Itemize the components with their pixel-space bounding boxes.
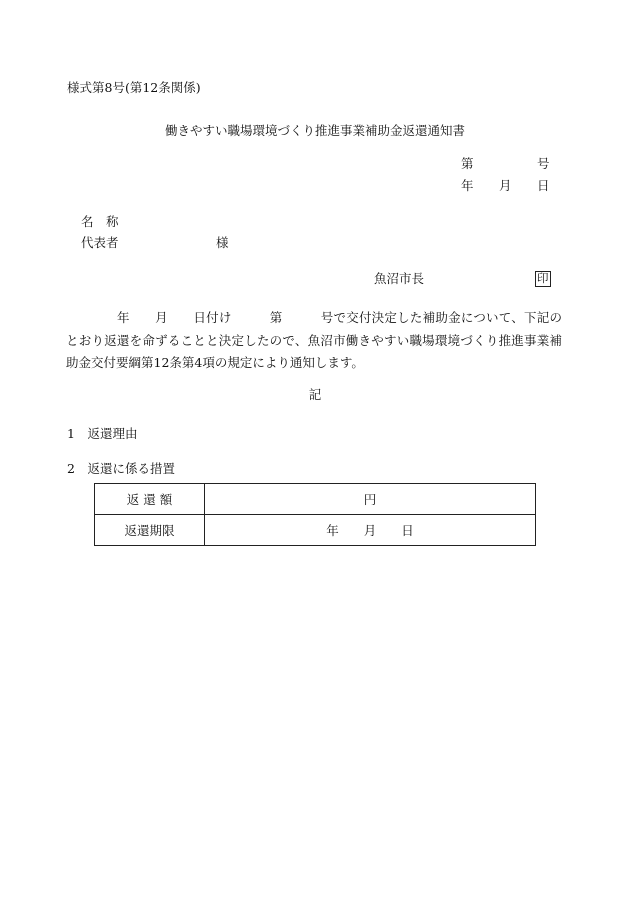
issuer-name: 魚沼市長 <box>374 271 425 286</box>
addressee-rep-label: 代表者 <box>81 235 119 250</box>
return-deadline-value: 年 月 日 <box>205 515 536 546</box>
table-row <box>95 484 536 515</box>
addressee-name-label: 名 称 <box>81 214 119 229</box>
doc-number-prefix: 第 <box>461 156 474 171</box>
return-deadline-label: 返還期限 <box>95 515 205 546</box>
table-row <box>95 515 536 546</box>
item-return-measures: 2 返還に係る措置 <box>67 461 175 476</box>
body-paragraph: 年 月 日付け 第 号で交付決定した補助金について、下記のとおり返還を命ずることと決定したので、魚沼市働きやすい職場環境づくり推進事業補助金交付要綱第12条第4項の規定により通知します。 <box>66 310 562 370</box>
ki-heading: 記 <box>308 387 322 402</box>
date-month-label: 月 <box>499 178 512 193</box>
seal-mark <box>535 271 551 287</box>
return-measures-table <box>94 483 536 546</box>
document-title: 働きやすい職場環境づくり推進事業補助金返還通知書 <box>164 123 465 138</box>
date-day-label: 日 <box>537 178 550 193</box>
return-amount-value: 円 <box>205 484 536 515</box>
doc-number-suffix: 号 <box>537 156 550 171</box>
return-amount-label: 返 還 額 <box>95 484 205 515</box>
item-return-reason: 1 返還理由 <box>67 426 138 441</box>
addressee-honorific: 様 <box>216 235 229 250</box>
form-number: 様式第8号(第12条関係) <box>67 80 201 95</box>
seal-box: 印 <box>537 271 549 285</box>
date-year-label: 年 <box>461 178 474 193</box>
